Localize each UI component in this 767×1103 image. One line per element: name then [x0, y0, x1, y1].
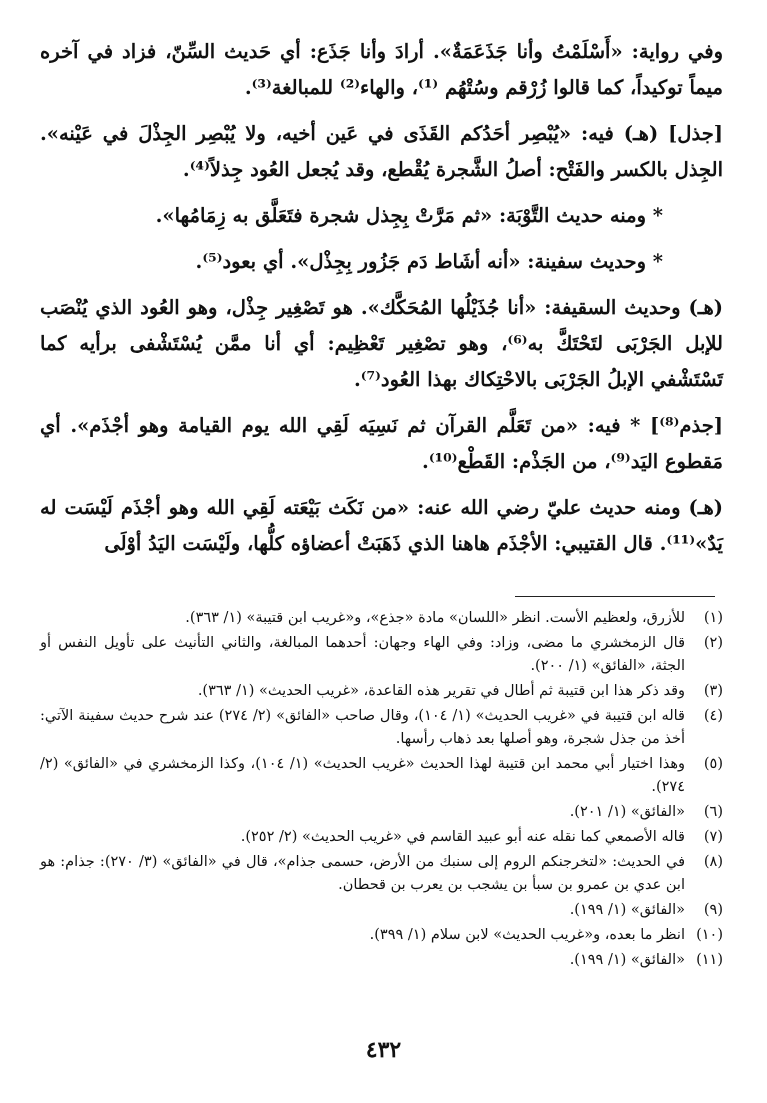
paragraph-tawba-hadith: * ومنه حديث التَّوْبَة: «ثم مَرَّتْ بِجِذل شجرة فتَعَلَّق به زِمَامُها».	[155, 204, 663, 227]
footnote-number: (١١)	[696, 952, 723, 968]
footnote	[40, 680, 723, 703]
footnote-number: (٢)	[703, 635, 723, 651]
footnote-text: قاله الأصمعي كما نقله عنه أبو عبيد القاسم في «غريب الحديث» (٢/ ٢٥٢).	[240, 829, 685, 845]
footnote-text: «الفائق» (١/ ٢٠١).	[569, 804, 685, 820]
footnote	[40, 705, 723, 751]
footnote-number: (٩)	[703, 902, 723, 918]
footnotes	[40, 607, 723, 972]
footnote-number: (٣)	[703, 683, 723, 699]
footnote-text: وقد ذكر هذا ابن قتيبة ثم أطال في تقرير هذه القاعدة، «غريب الحديث» (١/ ٣٦٣).	[197, 683, 685, 699]
footnote-text: «الفائق» (١/ ١٩٩).	[569, 902, 685, 918]
footnote-number: (٨)	[703, 854, 723, 870]
footnote-number: (١)	[703, 610, 723, 626]
footnote-text: وهذا اختيار أبي محمد ابن قتيبة لهذا الحديث «غريب الحديث» (١/ ١٠٤)، وكذا الزمخشري في «الفائق» (٢/ ٢٧٤).	[40, 756, 685, 795]
paragraph-jadhm-entry: [جذم⁽⁸⁾] * فيه: «من تَعَلَّم القرآن ثم نَسِيَه لَقِي الله يوم القيامة وهو أجْذَم». أي مَقطوع اليَد⁽⁹⁾، من الجَذْم: القَطْع⁽¹⁰⁾.	[40, 414, 723, 473]
footnote-text: قال الزمخشري ما مضى، وزاد: وفي الهاء وجهان: أحدهما المبالغة، والثاني التأنيث على تأويل النفس أو الجثة، «الفائق» (١/ ٢٠٠).	[40, 635, 685, 674]
footnote-number: (١٠)	[696, 927, 723, 943]
footnote	[40, 607, 723, 630]
footnote-text: «الفائق» (١/ ١٩٩).	[569, 952, 685, 968]
main-text	[40, 34, 723, 562]
footnote-text: للأزرق، ولعظيم الأست. انظر «اللسان» مادة «جذع»، و«غريب ابن قتيبة» (١/ ٣٦٣).	[185, 610, 685, 626]
footnote	[40, 851, 723, 897]
footnote	[40, 632, 723, 678]
footnote-text: قاله ابن قتيبة في «غريب الحديث» (١/ ١٠٤)، وقال صاحب «الفائق» (٢/ ٢٧٤) عند شرح حديث سفينة الآتي: أخذ من جذل شجرة، وهو أصلها بعد ذهاب رأسها.	[40, 708, 685, 747]
footnote-number: (٤)	[703, 708, 723, 724]
paragraph-safina-hadith: * وحديث سفينة: «أنه أشَاط دَم جَزُور بِجِذْل». أي بعود⁽⁵⁾.	[195, 250, 663, 273]
paragraph-jadhaama: وفي رواية: «أَسْلَمْتُ وأنا جَذَعَمَةٌ». أرادَ وأنا جَذَع: أي حَديث السِّنّ، فزاد في آخره ميماً توكيداً، كما قالوا زُرْقم وسُتْهُم ⁽¹⁾، والهاء⁽²⁾ للمبالغة⁽³⁾.	[40, 40, 723, 99]
paragraph-jadhl-entry: [جذل] (هـ) فيه: «يُبْصِر أحَدُكم القَذَى في عَين أخيه، ولا يُبْصِر الجِذْلَ في عَيْنه». الجِذل بالكسر والفَتْح: أصلُ الشَّجرة يُقْطع، وقد يُجعل العُود جِذلاً⁽⁴⁾.	[40, 122, 723, 181]
page-number: ٤٣٢	[365, 1037, 402, 1063]
footnote-text: انظر ما بعده، و«غريب الحديث» لابن سلام (١/ ٣٩٩).	[369, 927, 685, 943]
footnote	[40, 826, 723, 849]
footnote-number: (٦)	[703, 804, 723, 820]
paragraph-ali-hadith: (هـ) ومنه حديث عليّ رضي الله عنه: «من نَكَث بَيْعَته لَقِي الله وهو أجْذَم لَيْسَت له يَدٌ»⁽¹¹⁾. قال القتيبي: الأجْذَم هاهنا الذي ذَهَبَتْ أعضاؤه كلُّها، ولَيْسَت اليَدُ أوْلَى	[40, 496, 723, 555]
footnote	[40, 899, 723, 922]
paragraph-saqifa-hadith: (هـ) وحديث السقيفة: «أنا جُذَيْلُها المُحَكَّك». هو تَصْغِير جِذْل، وهو العُود الذي يُنْصَب للإبل الجَرْبَى لتَحْتَكَّ به⁽⁶⁾، وهو تصْغِير تَعْظِيم: أي أنا ممَّن يُسْتَشْفى برأيه كما تَسْتَشْفي الإبلُ الجَرْبَى بالاحْتِكاك بهذا العُود⁽⁷⁾.	[40, 296, 723, 391]
footnote-number: (٧)	[703, 829, 723, 845]
footnote-divider	[515, 596, 715, 597]
footnote	[40, 924, 723, 947]
footnote	[40, 801, 723, 824]
footnote	[40, 753, 723, 799]
footnote-text: في الحديث: «لتخرجنكم الروم إلى سنبك من الأرض، حسمى جذام»، قال في «الفائق» (٣/ ٢٧٠): جذام: هو ابن عدي بن عمرو بن سبأ بن يشجب بن يعرب بن قحطان.	[40, 854, 685, 893]
footnote	[40, 949, 723, 972]
footnote-number: (٥)	[703, 756, 723, 772]
